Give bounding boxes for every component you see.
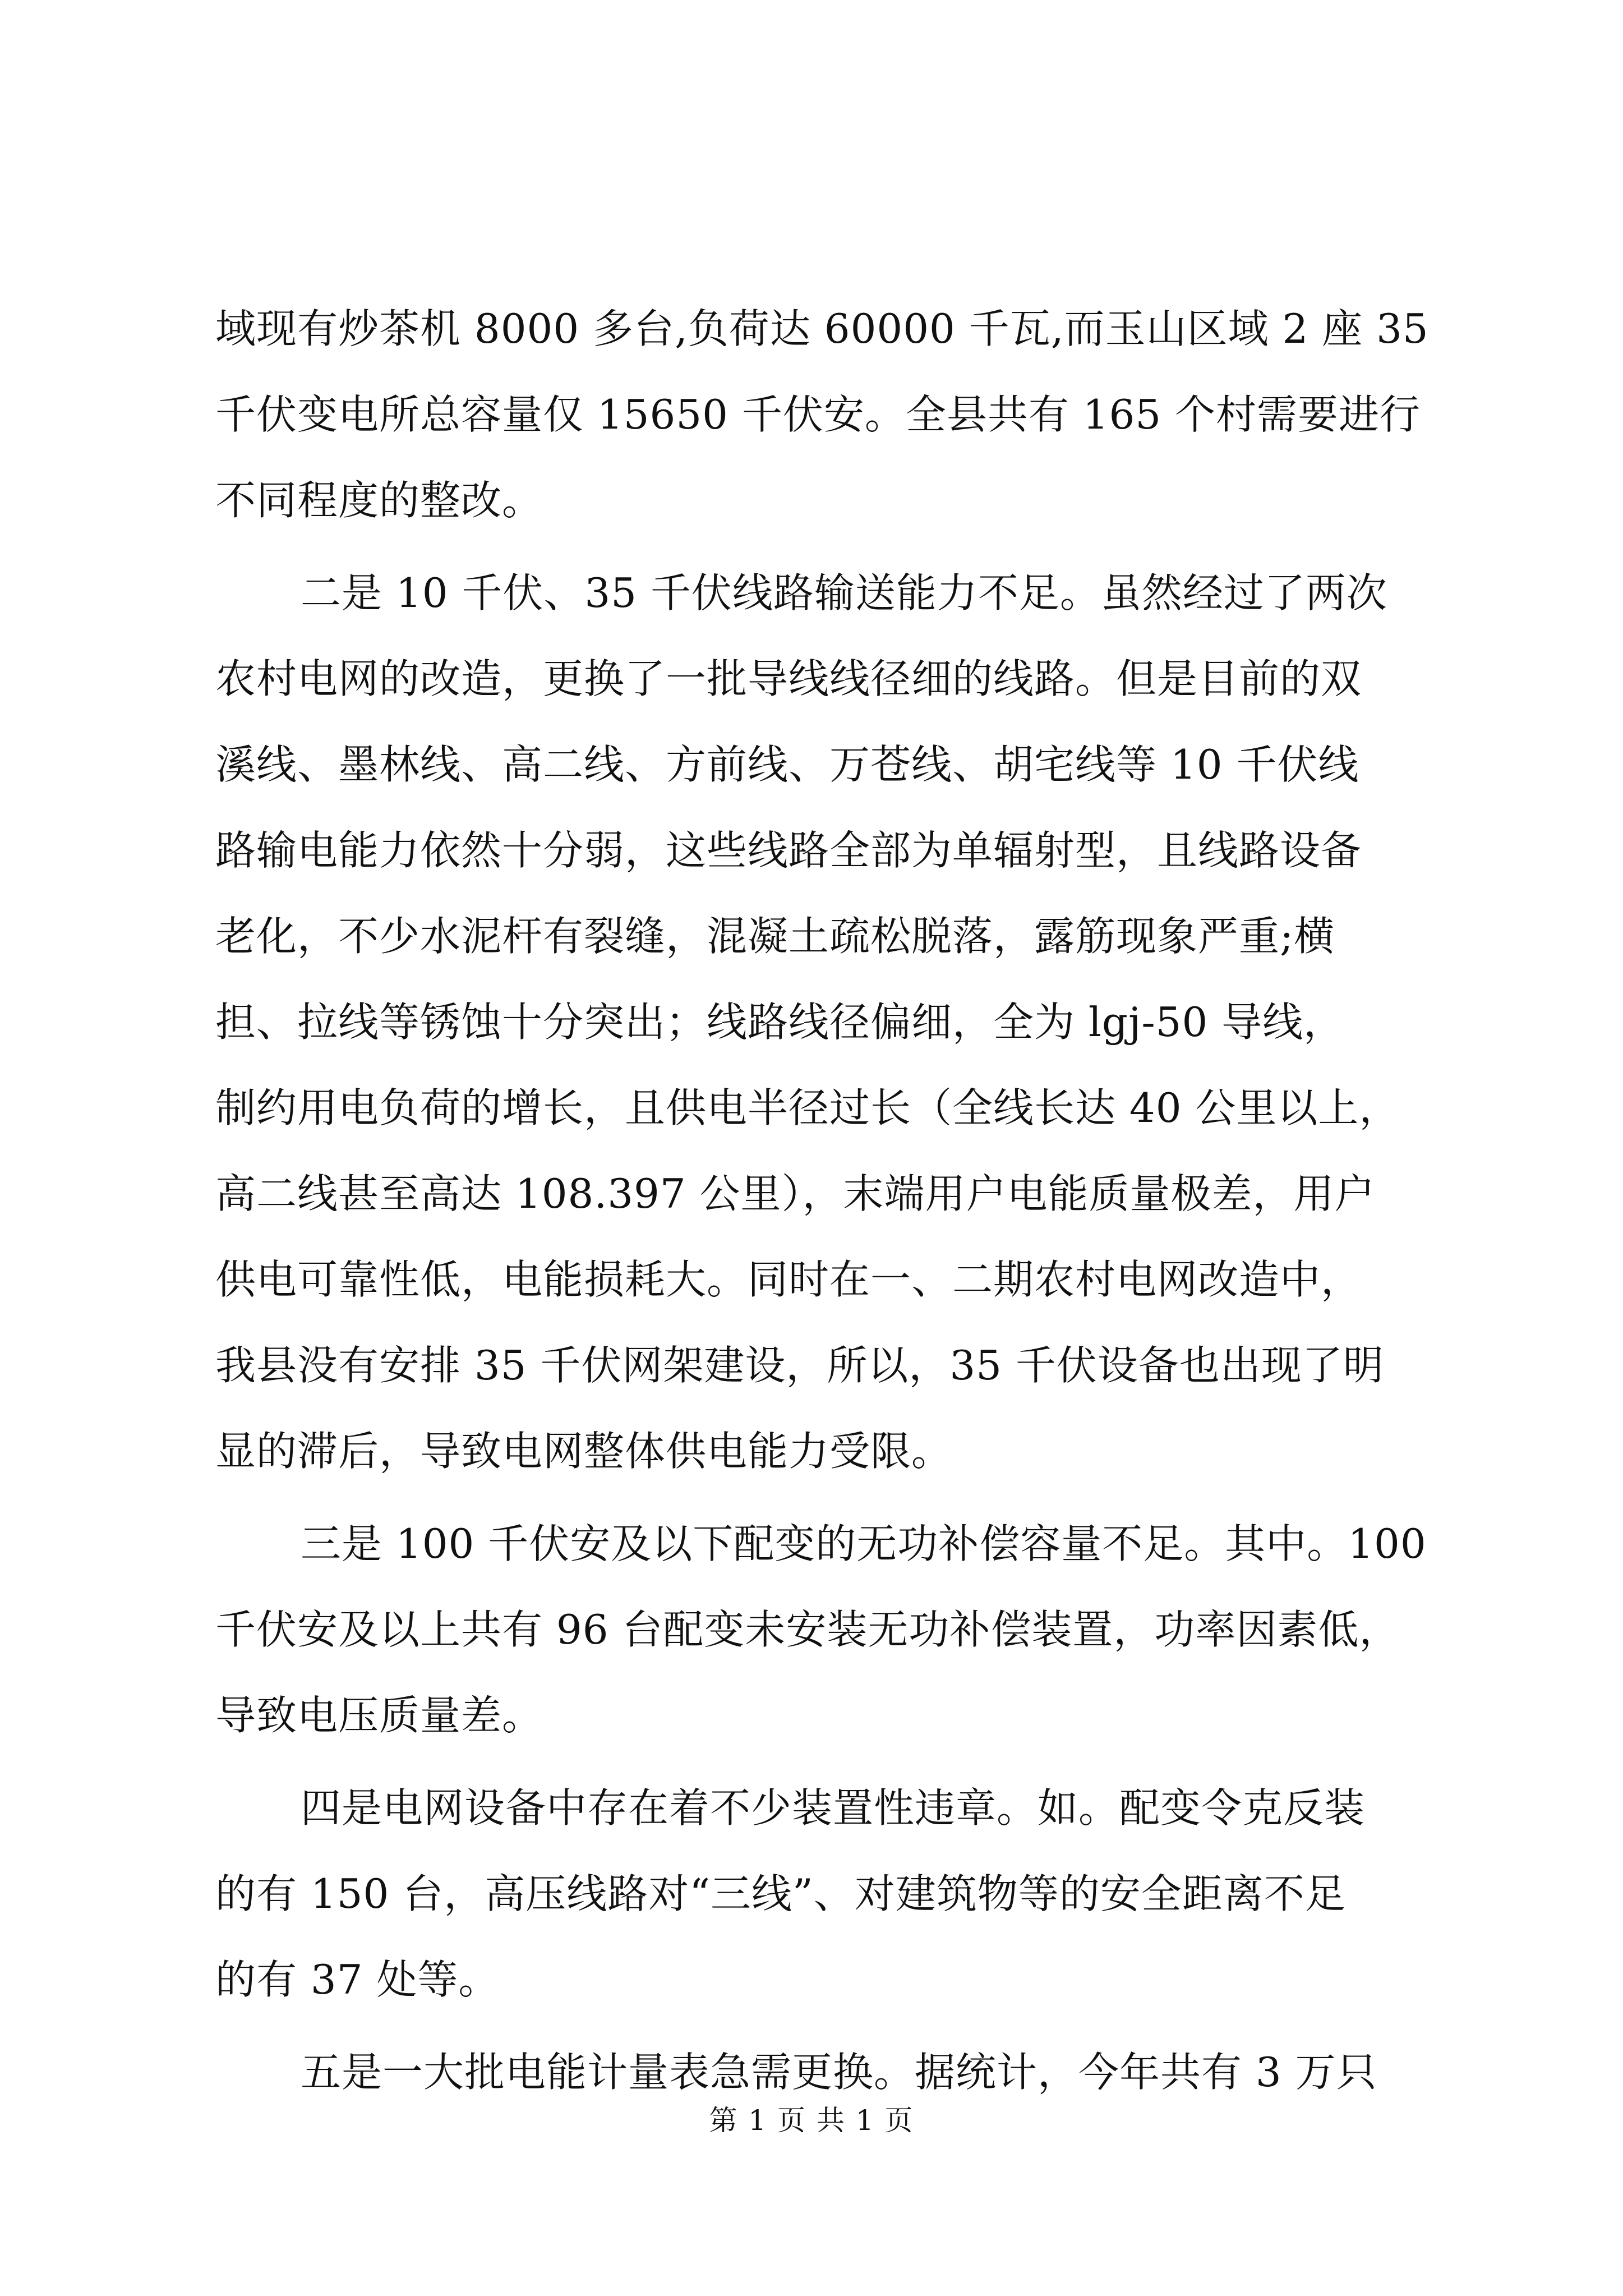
text-line: 四是电网设备中存在着不少装置性违章。如。配变令克反装: [301, 1784, 1366, 1832]
text-line: 三是 100 千伏安及以下配变的无功补偿容量不足。其中。100: [301, 1520, 1427, 1567]
paragraph-4: [215, 1765, 1424, 2023]
text-line: 担、拉线等锈蚀十分突出；线路线径偏细，全为 lgj-50 导线，: [215, 999, 1345, 1046]
text-line: 五是一大批电能计量表急需更换。据统计，今年共有 3 万只: [301, 2049, 1377, 2096]
text-line: 我县没有安排 35 千伏网架建设，所以，35 千伏设备也出现了明: [215, 1342, 1384, 1389]
paragraph-1: [215, 286, 1429, 544]
text-line: 制约用电负荷的增长，且供电半径过长（全线长达 40 公里以上，: [215, 1084, 1400, 1131]
paragraph-2: [215, 550, 1424, 1494]
document-body: [215, 286, 1429, 2115]
text-line: 农村电网的改造，更换了一批导线线径细的线路。但是目前的双: [215, 655, 1362, 702]
text-line: 不同程度的整改。: [215, 477, 543, 524]
text-line: 显的滞后，导致电网整体供电能力受限。: [215, 1428, 953, 1475]
text-line: 的有 150 台，高压线路对“三线”、对建筑物等的安全距离不足: [215, 1870, 1346, 1917]
text-line: 高二线甚至高达 108.397 公里），末端用户电能质量极差，用户: [215, 1170, 1376, 1217]
text-line: 老化，不少水泥杆有裂缝，混凝土疏松脱落，露筋现象严重;横: [215, 913, 1335, 960]
text-line: 域现有炒茶机 8000 多台,负荷达 60000 千瓦,而玉山区域 2 座 35: [215, 305, 1429, 352]
text-line: 路输电能力依然十分弱，这些线路全部为单辐射型，且线路设备: [215, 827, 1362, 874]
text-line: 千伏安及以上共有 96 台配变未安装无功补偿装置，功率因素低，: [215, 1606, 1400, 1653]
text-line: 导致电压质量差。: [215, 1692, 543, 1739]
text-line: 二是 10 千伏、35 千伏线路输送能力不足。虽然经过了两次: [301, 569, 1387, 616]
paragraph-3: [215, 1501, 1427, 1759]
page-footer: 第 1 页 共 1 页: [709, 2104, 914, 2137]
text-line: 供电可靠性低，电能损耗大。同时在一、二期农村电网改造中，: [215, 1256, 1362, 1303]
text-line: 溪线、墨林线、高二线、方前线、万苍线、胡宅线等 10 千伏线: [215, 741, 1359, 788]
text-line: 千伏变电所总容量仅 15650 千伏安。全县共有 165 个村需要进行: [215, 391, 1421, 438]
text-line: 的有 37 处等。: [215, 1956, 500, 2003]
